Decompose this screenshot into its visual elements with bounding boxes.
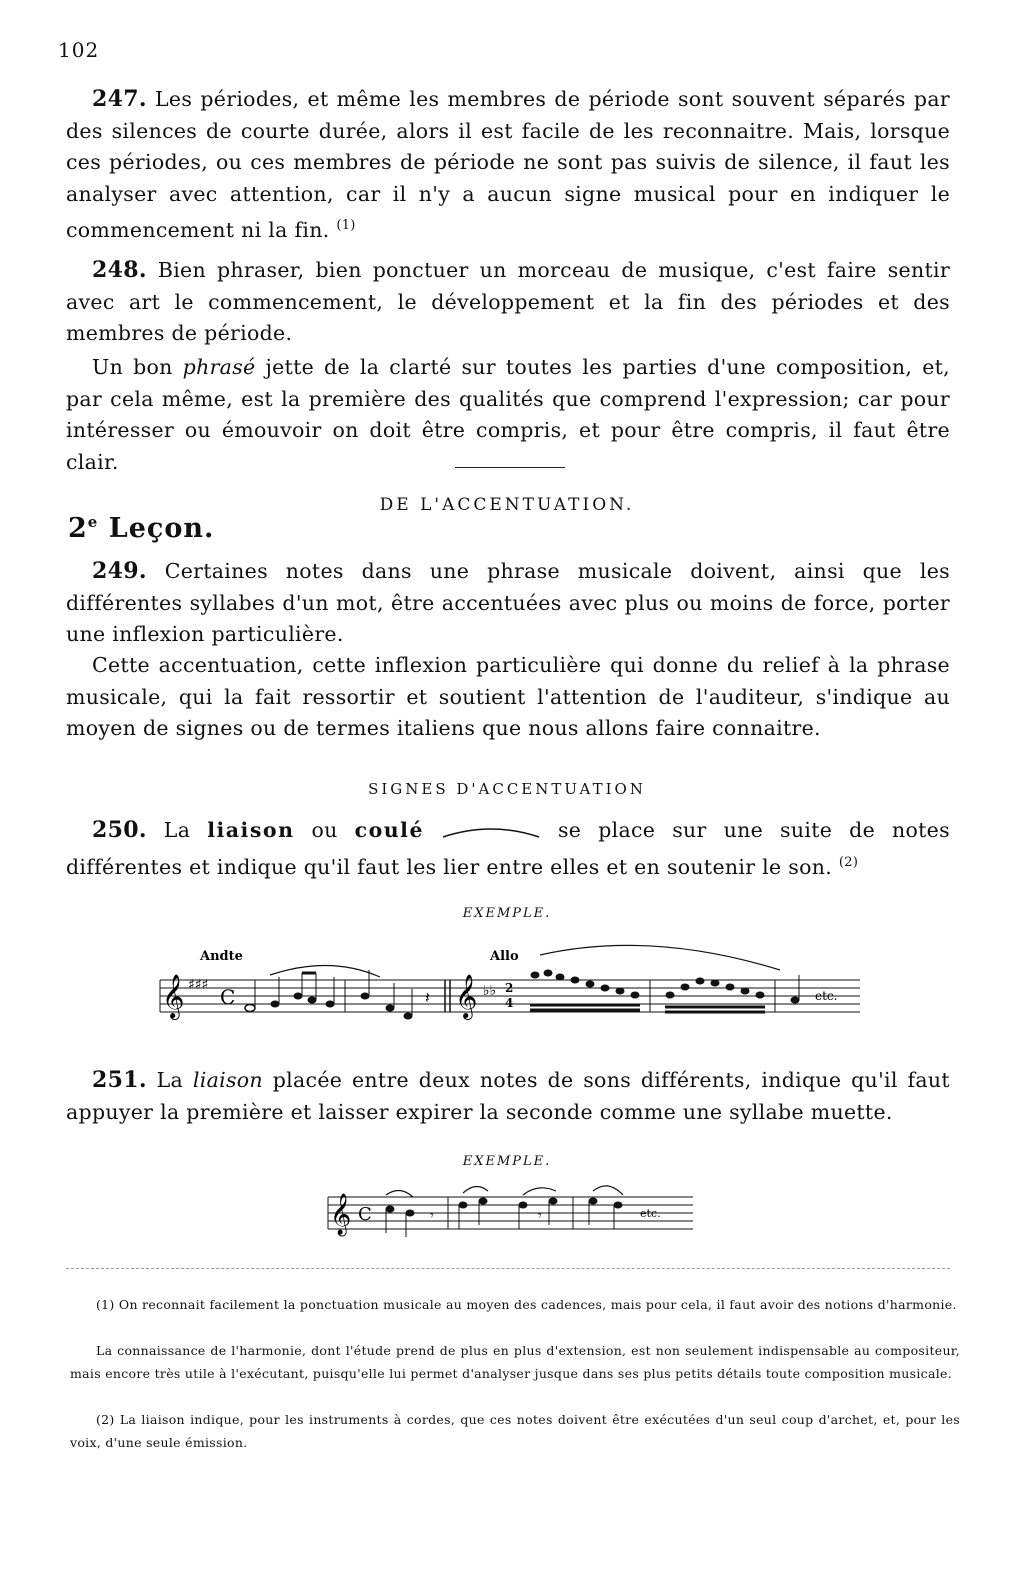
bold-term: coulé bbox=[354, 818, 424, 842]
paragraph-number: 249. bbox=[92, 558, 147, 584]
paragraph-250 bbox=[66, 815, 950, 883]
svg-text:𝄞: 𝄞 bbox=[455, 974, 478, 1018]
paragraph-text: Les périodes, et même les membres de période sont souvent séparés par des silences de courte durée, alors il est facile de les reconnaitre. Mais, lorsque ces périodes, ou ces membres de période ne sont pas suivis de silence, il faut les analyser avec attention, car il n'y a aucun signe musical pour en indiquer le commencement ni la fin. bbox=[66, 87, 950, 242]
footnote-ref: (1) bbox=[336, 218, 356, 233]
svg-text:C: C bbox=[220, 985, 236, 1009]
lesson-label bbox=[68, 513, 214, 544]
paragraph-number: 251. bbox=[92, 1067, 147, 1093]
tempo-andante: Andte bbox=[200, 949, 243, 964]
svg-text:♯♯♯: ♯♯♯ bbox=[188, 977, 209, 993]
footnote-separator bbox=[66, 1268, 950, 1269]
example-label: EXEMPLE. bbox=[462, 1154, 552, 1169]
footnote-text: On reconnait facilement la ponctuation musicale au moyen des cadences, mais pour cela, il faut avoir des notions d'harmonie. bbox=[118, 1297, 957, 1312]
paragraph-text: La bbox=[163, 818, 191, 842]
footnote-ref: (2) bbox=[96, 1412, 115, 1427]
tempo-allegro: Allo bbox=[490, 949, 519, 964]
paragraph-251 bbox=[66, 1065, 950, 1128]
paragraph-text: Cette accentuation, cette inflexion particulière qui donne du relief à la phrase musicale, qui la fait ressortir et soutient l'attention de l'auditeur, s'indique au moyen de signes ou de termes italiens que nous allons faire connaitre. bbox=[66, 653, 950, 740]
slur-symbol bbox=[441, 825, 541, 839]
paragraph-249-continued bbox=[66, 650, 950, 745]
paragraph-text: placée entre deux notes de sons différents, indique qu'il faut appuyer la première et laisser expirer la seconde comme une syllabe muette. bbox=[66, 1068, 950, 1124]
bold-term: liaison bbox=[207, 818, 295, 842]
etc-text: etc. bbox=[640, 1207, 661, 1220]
svg-text:♭♭: ♭♭ bbox=[483, 983, 497, 999]
paragraph-text: Un bon bbox=[92, 355, 173, 379]
music-example-1 bbox=[150, 925, 870, 1045]
treble-clef-icon: 𝄞 bbox=[330, 1194, 352, 1235]
svg-text:𝄾: 𝄾 bbox=[538, 1208, 542, 1224]
paragraph-247 bbox=[66, 84, 950, 246]
footnote-text: La connaissance de l'harmonie, dont l'étude prend de plus en plus d'extension, est non seulement indispensable au compositeur, mais encore très utile à l'exécutant, puisqu'elle lui permet d'analyser jusque dans ses plus petits détails toute composition musicale. bbox=[70, 1343, 960, 1381]
page-number: 102 bbox=[58, 38, 100, 62]
lesson-title: Leçon. bbox=[108, 513, 215, 544]
paragraph-249 bbox=[66, 556, 950, 651]
svg-text:C: C bbox=[358, 1204, 372, 1225]
paragraph-248-continued bbox=[66, 352, 950, 478]
music-example-2 bbox=[318, 1175, 698, 1255]
paragraph-number: 248. bbox=[92, 257, 147, 283]
example-label: EXEMPLE. bbox=[462, 906, 552, 921]
paragraph-248 bbox=[66, 255, 950, 350]
italic-term: liaison bbox=[192, 1068, 263, 1092]
footnote-2 bbox=[70, 1408, 960, 1454]
section-heading: DE L'ACCENTUATION. bbox=[379, 495, 635, 515]
footnote-ref: (1) bbox=[96, 1297, 115, 1312]
etc-text: etc. bbox=[815, 989, 838, 1003]
paragraph-number: 250. bbox=[92, 817, 147, 843]
paragraph-text: La bbox=[156, 1068, 184, 1092]
paragraph-text: jette de la clarté sur toutes les parties d'une composition, et, par cela même, est la première des qualités que comprend l'expression; car pour intéresser ou émouvoir on doit être compris, et pour être compris, il faut être clair. bbox=[66, 355, 950, 474]
paragraph-text: Certaines notes dans une phrase musicale doivent, ainsi que les différentes syllabes d'un mot, être accentuées avec plus ou moins de force, porter une inflexion particulière. bbox=[66, 559, 950, 646]
lesson-ordinal: e bbox=[87, 513, 99, 531]
paragraph-number: 247. bbox=[92, 86, 147, 112]
paragraph-text: se place sur une suite de notes différentes et indique qu'il faut les lier entre elles et en soutenir le son. bbox=[66, 818, 950, 879]
footnote-ref: (2) bbox=[838, 854, 859, 870]
treble-clef-icon: 𝄞 bbox=[162, 974, 185, 1018]
paragraph-text: Bien phraser, bien ponctuer un morceau de musique, c'est faire sentir avec art le commencement, le développement et la fin des périodes et des membres de période. bbox=[66, 258, 950, 345]
section-heading-signes: SIGNES D'ACCENTUATION bbox=[368, 780, 646, 798]
svg-text:4: 4 bbox=[505, 996, 514, 1010]
svg-text:𝄽: 𝄽 bbox=[425, 988, 430, 1007]
svg-text:𝄾: 𝄾 bbox=[430, 1208, 434, 1224]
lesson-number: 2 bbox=[68, 513, 88, 544]
svg-text:2: 2 bbox=[505, 981, 514, 995]
footnote-1 bbox=[70, 1293, 960, 1316]
footnote-text: La liaison indique, pour les instruments à cordes, que ces notes doivent être exécutées d'un seul coup d'archet, et, pour les voix, d'une seule émission. bbox=[70, 1412, 960, 1450]
italic-term: phrasé bbox=[182, 355, 256, 379]
footnote-1-continued bbox=[70, 1339, 960, 1385]
paragraph-text: ou bbox=[311, 818, 338, 842]
section-divider bbox=[455, 467, 565, 468]
